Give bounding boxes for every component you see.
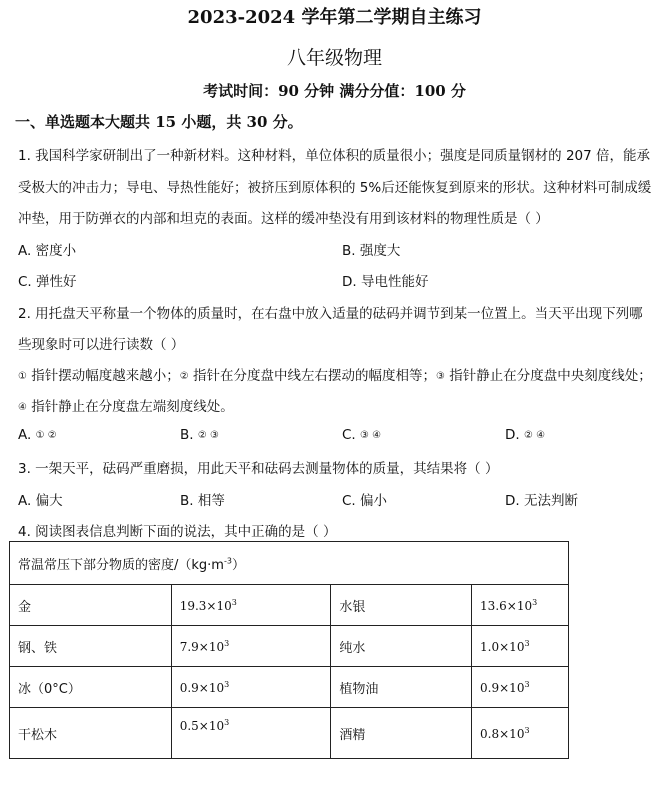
table-caption: 常温常压下部分物质的密度$/(kg\cdot m^{-3})$ bbox=[10, 542, 569, 585]
q2-statements-line2 bbox=[18, 395, 234, 415]
statement-4-marker: ④ bbox=[18, 402, 27, 413]
q1-option-d: D. 导电性能好 bbox=[342, 274, 429, 290]
q2-option-c: C. ③ ④ bbox=[342, 427, 382, 443]
substance-name: 钢、铁 bbox=[10, 626, 172, 667]
density-value: $0.5\times 10^3$ bbox=[171, 708, 331, 759]
substance-name: 水银 bbox=[331, 585, 472, 626]
statement-1-marker: ① bbox=[18, 371, 27, 382]
statement-2-text: 指针在分度盘中线左右摆动的幅度相等； bbox=[188, 368, 437, 384]
q1-line1: 1. 我国科学家研制出了一种新材料。这种材料，单位体积的质量很小；强度是同质量钢材的 207 倍，能承 bbox=[18, 148, 651, 164]
statement-4-text: 指针静止在分度盘左端刻度线处。 bbox=[26, 399, 234, 415]
substance-name: 干松木 bbox=[10, 708, 172, 759]
density-value: $19.3\times 10^3$ bbox=[171, 585, 331, 626]
exam-info: 考试时间：90 分钟 满分分值：100 分 bbox=[203, 82, 466, 100]
density-value: $1.0\times 10^3$ bbox=[472, 626, 569, 667]
density-value: $13.6\times 10^3$ bbox=[472, 585, 569, 626]
q2-line1: 2. 用托盘天平称量一个物体的质量时，在右盘中放入适量的砝码并调节到某一位置上。当天平出现下列哪 bbox=[18, 306, 643, 322]
density-value: $0.9\times 10^3$ bbox=[171, 667, 331, 708]
q1-option-b: B. 强度大 bbox=[342, 243, 401, 259]
q2-option-d: D. ② ④ bbox=[505, 427, 546, 443]
table-row bbox=[10, 585, 569, 626]
density-value: $0.9\times 10^3$ bbox=[472, 667, 569, 708]
statement-1-text: 指针摆动幅度越来越小； bbox=[26, 368, 180, 384]
statement-3-marker: ③ bbox=[436, 371, 445, 382]
substance-name: 植物油 bbox=[331, 667, 472, 708]
q1-line3: 冲垫，用于防弹衣的内部和坦克的表面。这样的缓冲垫没有用到该材料的物理性质是（ ） bbox=[18, 211, 549, 227]
substance-name: 冰（0°C） bbox=[10, 667, 172, 708]
substance-name: 金 bbox=[10, 585, 172, 626]
q3-option-c: C. 偏小 bbox=[342, 493, 388, 509]
q1-option-c: C. 弹性好 bbox=[18, 274, 77, 290]
statement-3-text: 指针静止在分度盘中央刻度线处； bbox=[445, 368, 652, 384]
document-title: 2023-2024 学年第二学期自主练习 bbox=[187, 7, 482, 28]
table-row bbox=[10, 667, 569, 708]
q2-statements-line1 bbox=[18, 364, 652, 384]
density-table bbox=[9, 541, 569, 759]
table-row bbox=[10, 708, 569, 759]
q4-line1: 4. 阅读图表信息判断下面的说法，其中正确的是（ ） bbox=[18, 524, 337, 540]
statement-2-marker: ② bbox=[179, 371, 189, 382]
q3-option-b: B. 相等 bbox=[180, 493, 225, 509]
density-value: $7.9\times 10^3$ bbox=[171, 626, 331, 667]
density-value: $0.8\times 10^3$ bbox=[472, 708, 569, 759]
table-row bbox=[10, 626, 569, 667]
q2-option-b: B. ② ③ bbox=[180, 427, 219, 443]
substance-name: 纯水 bbox=[331, 626, 472, 667]
q3-option-a: A. 偏大 bbox=[18, 493, 63, 509]
q1-line2: 受极大的冲击力；导电、导热性能好；被挤压到原体积的 5%后还能恢复到原来的形状。这种材料可制成缓 bbox=[18, 180, 652, 196]
document-subtitle: 八年级物理 bbox=[286, 47, 382, 69]
q1-option-a: A. 密度小 bbox=[18, 243, 77, 259]
q2-option-a: A. ① ② bbox=[18, 427, 57, 443]
substance-name: 酒精 bbox=[331, 708, 472, 759]
table-caption-row bbox=[10, 542, 569, 585]
section-heading: 一、单选题本大题共 15 小题，共 30 分。 bbox=[15, 113, 303, 131]
q3-option-d: D. 无法判断 bbox=[505, 493, 578, 509]
q2-line2: 些现象时可以进行读数（ ） bbox=[18, 337, 185, 353]
q3-line1: 3. 一架天平，砝码严重磨损，用此天平和砝码去测量物体的质量，其结果将（ ） bbox=[18, 461, 499, 477]
